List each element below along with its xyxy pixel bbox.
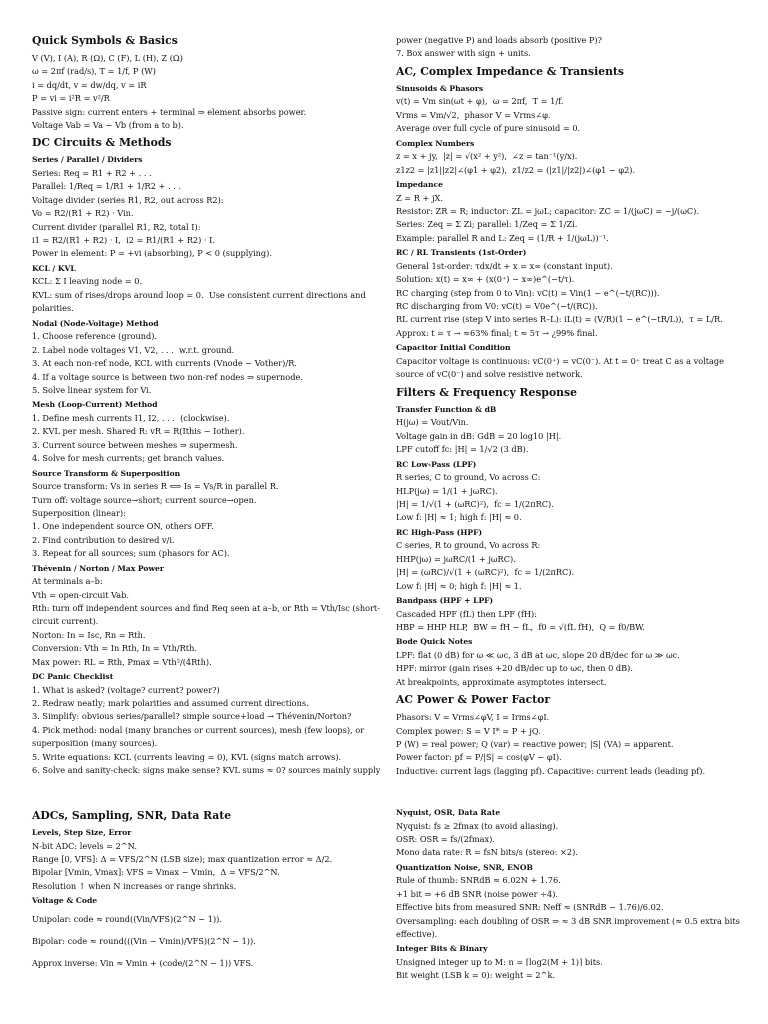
text-line: Series: Zeq = Σ Zi; parallel: 1/Zeq = Σ 1/Zi. xyxy=(396,219,578,230)
text-line: Effective bits from measured SNR: Neff ≈ (SNRdB − 1.76)/6.02. xyxy=(396,902,664,913)
list-item: 1. What is asked? (voltage? current? power?) xyxy=(32,684,220,695)
list-item: 1. Choose reference (ground). xyxy=(32,331,158,342)
text-line: Resolution ↑ when N increases or range shrinks. xyxy=(32,880,237,891)
section-title-ac: AC, Complex Impedance & Transients xyxy=(396,64,624,78)
section-title-dc-circuits: DC Circuits & Methods xyxy=(32,136,172,150)
subheading-lpf: RC Low-Pass (LPF) xyxy=(396,459,477,469)
list-item: 2. Label node voltages V1, V2, . . . w.r.t. ground. xyxy=(32,344,235,355)
text-line: LPF cutoff fc: |H| = 1/√2 (3 dB). xyxy=(396,444,529,455)
text-line: Vth = open-circuit Vab. xyxy=(32,589,129,600)
text-line: Bit weight (LSB k = 0): weight = 2^k. xyxy=(396,970,556,981)
text-line: Mono data rate: R = fsN bits/s (stereo: ×2). xyxy=(396,847,578,858)
left-top-column xyxy=(32,30,384,777)
subheading-mesh: Mesh (Loop-Current) Method xyxy=(32,400,158,410)
text-line: Inductive: current lags (lagging pf). Capacitive: current leads (leading pf). xyxy=(396,765,706,776)
text-line: OSR: OSR = fs/(2fmax). xyxy=(396,834,495,844)
section-title-quick-symbols: Quick Symbols & Basics xyxy=(32,34,178,47)
list-item: 5. Write equations: KCL (currents leaving = 0), KVL (signs match arrows). xyxy=(32,751,342,762)
text-line: Voltage Vab = Va − Vb (from a to b). xyxy=(32,120,184,131)
text-line: C series, R to ground, Vo across R: xyxy=(396,540,541,551)
text-line: Range [0, VFS]: Δ = VFS/2^N (LSB size); max quantization error ≈ Δ/2. xyxy=(32,854,333,864)
text-line: V (V), I (A), R (Ω), C (F), L (H), Z (Ω) xyxy=(32,53,183,63)
list-item: 6. Solve and sanity-check: signs make sense? KVL sums ≈ 0? sources mainly supply xyxy=(32,765,381,776)
text-line: Rth: turn off independent sources and find Req seen at a–b, or Rth = Vth/Isc (short-circuit current). xyxy=(32,602,380,627)
text-line: i = dq/dt, v = dw/dq, v = iR xyxy=(32,79,147,90)
subheading-kcl-kvl: KCL / KVL xyxy=(32,263,76,273)
text-line: Vo = R2/(R1 + R2) · Vin. xyxy=(32,208,134,219)
text-line: KVL: sum of rises/drops around loop = 0. Use consistent current directions and polarities. xyxy=(32,289,369,314)
text-line: Low f: |H| ≈ 1; high f: |H| ≈ 0. xyxy=(396,512,522,523)
text-line: Conversion: Vth = In Rth, In = Vth/Rth. xyxy=(32,643,197,654)
text-line: Resistor: ZR = R; inductor: ZL = jωL; capacitor: ZC = 1/(jωC) = −j/(ωC). xyxy=(396,206,699,217)
text-line: Power in element: P = +vi (absorbing), P < 0 (supplying). xyxy=(32,248,272,259)
subheading-quantization-noise: Quantization Noise, SNR, ENOB xyxy=(396,862,533,872)
text-line: HPF: mirror (gain rises +20 dB/dec up to ωc, then 0 dB). xyxy=(396,663,633,674)
text-line: Z = R + jX. xyxy=(396,192,443,203)
text-line: Passive sign: current enters + terminal ⇒ element absorbs power. xyxy=(32,106,307,117)
list-item: 3. Repeat for all sources; sum (phasors for AC). xyxy=(32,548,230,559)
subheading-levels: Levels, Step Size, Error xyxy=(32,828,132,837)
text-line: P = vi = i²R = v²/R xyxy=(32,93,110,104)
subheading-capacitor-ic: Capacitor Initial Condition xyxy=(396,343,511,353)
text-line: +1 bit ⇒ +6 dB SNR (noise power ÷4). xyxy=(396,888,559,899)
list-item: 2. KVL per mesh. Shared R: vR = R(Ithis − Iother). xyxy=(32,426,245,437)
section-title-adc: ADCs, Sampling, SNR, Data Rate xyxy=(32,809,232,822)
text-line: H(jω) = Vout/Vin. xyxy=(396,417,469,428)
text-line: Oversampling: each doubling of OSR ⇒ ≈ 3 dB SNR improvement (≈ 0.5 extra bits effective). xyxy=(396,915,743,940)
text-line: HLP(jω) = 1/(1 + jωRC). xyxy=(396,485,498,496)
text-line: HBP = HHP HLP, BW = fH − fL, f0 = √(fL fH), Q = f0/BW. xyxy=(396,621,645,632)
list-item: 2. Find contribution to desired v/i. xyxy=(32,534,175,545)
right-bottom-column xyxy=(396,805,748,983)
text-line: Approx inverse: Vin ≈ Vmin + (code/(2^N − 1)) VFS. xyxy=(32,957,254,968)
text-line: Cascaded HPF (fL) then LPF (fH): xyxy=(396,608,537,619)
text-line: ω = 2πf (rad/s), T = 1/f, P (W) xyxy=(32,66,156,77)
text-line: Solution: x(t) = x∞ + (x(0⁺) − x∞)e^(−t/τ). xyxy=(396,274,575,285)
subheading-impedance: Impedance xyxy=(396,180,443,190)
text-line: Superposition (linear): xyxy=(32,507,126,518)
list-item: 2. Redraw neatly; mark polarities and assumed current directions. xyxy=(32,698,309,708)
subheading-voltage-code: Voltage & Code xyxy=(32,896,98,906)
text-line: Voltage divider (series R1, R2, out across R2): xyxy=(32,194,224,205)
text-line: i1 = R2/(R1 + R2) · I, i2 = R1/(R1 + R2) · I. xyxy=(32,235,215,246)
text-line: Low f: |H| ≈ 0; high f: |H| ≈ 1. xyxy=(396,580,522,591)
text-line: Parallel: 1/Req = 1/R1 + 1/R2 + . . . xyxy=(32,181,181,192)
text-line: |H| = (ωRC)/√(1 + (ωRC)²), fc = 1/(2πRC). xyxy=(396,567,575,578)
subheading-nyquist: Nyquist, OSR, Data Rate xyxy=(396,808,501,817)
section-title-filters: Filters & Frequency Response xyxy=(396,385,577,399)
text-line: N-bit ADC: levels = 2^N. xyxy=(32,840,137,851)
list-item: 4. Pick method: nodal (many branches or current sources), mesh (few loops), or superposition (many sources). xyxy=(32,724,367,749)
subheading-sinusoids: Sinusoids & Phasors xyxy=(396,83,484,93)
text-line: At breakpoints, approximate asymptotes intersect. xyxy=(396,676,607,687)
text-line: Source transform: Vs in series R ⟺ Is = Vs/R in parallel R. xyxy=(32,481,279,492)
text-line: Power factor: pf = P/|S| = cos(φV − φI). xyxy=(396,752,562,763)
text-line: Voltage gain in dB: GdB = 20 log10 |H|. xyxy=(396,430,562,441)
subheading-transfer-function: Transfer Function & dB xyxy=(396,404,497,414)
text-line: Phasors: V = Vrms∠φV, I = Irms∠φI. xyxy=(396,712,550,723)
list-item: 1. One independent source ON, others OFF. xyxy=(32,521,214,532)
subheading-nodal: Nodal (Node-Voltage) Method xyxy=(32,318,159,328)
text-line: Capacitor voltage is continuous: vC(0⁺) = vC(0⁻). At t = 0⁺ treat C as a voltage source of vC(0⁻) and solve resistive network. xyxy=(396,355,727,380)
list-item: 3. Current source between meshes ⇒ supermesh. xyxy=(32,439,238,450)
text-line: Turn off: voltage source→short; current source→open. xyxy=(32,494,257,505)
text-line: KCL: Σ I leaving node = 0. xyxy=(32,276,143,287)
text-line: z1z2 = |z1||z2|∠(φ1 + φ2), z1/z2 = (|z1|/|z2|)∠(φ1 − φ2). xyxy=(396,164,636,175)
text-line: Series: Req = R1 + R2 + . . . xyxy=(32,168,152,179)
text-line: Unsigned integer up to M: n = ⌈log2(M + 1)⌉ bits. xyxy=(396,957,603,968)
text-line: Vrms = Vm/√2, phasor V = Vrms∠φ. xyxy=(396,109,551,120)
list-item: 4. Solve for mesh currents; get branch values. xyxy=(32,453,225,464)
text-line: Nyquist: fs ≥ 2fmax (to avoid aliasing). xyxy=(396,820,559,831)
subheading-source-transform: Source Transform & Superposition xyxy=(32,468,181,478)
section-title-ac-power: AC Power & Power Factor xyxy=(396,693,551,707)
subheading-thevenin: Thévenin / Norton / Max Power xyxy=(32,563,164,573)
text-line: LPF: flat (0 dB) for ω ≪ ωc, 3 dB at ωc, slope 20 dB/dec for ω ≫ ωc. xyxy=(396,649,680,660)
subheading-series-parallel: Series / Parallel / Dividers xyxy=(32,155,143,165)
right-top-column xyxy=(396,34,748,778)
text-line: z = x + jy, |z| = √(x² + y²), ∠z = tan⁻¹(y/x). xyxy=(396,151,578,162)
subheading-bandpass: Bandpass (HPF + LPF) xyxy=(396,595,494,605)
left-bottom-column xyxy=(32,805,384,974)
text-line: Example: parallel R and L: Zeq = (1/R + 1/(jωL))⁻¹. xyxy=(396,232,609,243)
text-line: RC discharging from V0: vC(t) = V0e^(−t/(RC)). xyxy=(396,301,598,312)
list-item: 3. Simplify: obvious series/parallel? simple source+load → Thévenin/Norton? xyxy=(32,711,352,722)
text-line: RL current rise (step V into series R–L): iL(t) = (V/R)(1 − e^(−tR/L)), τ = L/R. xyxy=(396,314,723,325)
text-line: HHP(jω) = jωRC/(1 + jωRC). xyxy=(396,553,516,564)
text-line: P (W) = real power; Q (var) = reactive power; |S| (VA) = apparent. xyxy=(396,738,674,749)
subheading-bode: Bode Quick Notes xyxy=(396,637,473,647)
subheading-rc-transients: RC / RL Transients (1st-Order) xyxy=(396,248,527,258)
subheading-hpf: RC High-Pass (HPF) xyxy=(396,527,483,537)
text-line: Norton: In = Isc, Rn = Rth. xyxy=(32,629,146,640)
text-line: Average over full cycle of pure sinusoid = 0. xyxy=(396,123,581,134)
text-line: General 1st-order: τdx/dt + x = x∞ (constant input). xyxy=(396,260,613,271)
text-line: R series, C to ground, Vo across C: xyxy=(396,472,541,483)
text-line: Complex power: S = V I* = P + jQ. xyxy=(396,725,541,736)
list-item: 3. At each non-ref node, KCL with currents (Vnode − Vother)/R. xyxy=(32,358,297,369)
text-line: RC charging (step from 0 to Vin): vC(t) = Vin(1 − e^(−t/(RC))). xyxy=(396,287,660,298)
text-line: Max power: RL = Rth, Pmax = Vth²/(4Rth). xyxy=(32,656,212,667)
subheading-complex: Complex Numbers xyxy=(396,138,475,148)
list-item: 4. If a voltage source is between two non-ref nodes ⇒ supernode. xyxy=(32,371,303,382)
text-line: At terminals a–b: xyxy=(32,576,103,587)
text-line: power (negative P) and loads absorb (positive P)? xyxy=(396,35,603,45)
text-line: Current divider (parallel R1, R2, total I): xyxy=(32,221,201,232)
text-line: Bipolar: code ≈ round(((Vin − Vmin)/VFS)(2^N − 1)). xyxy=(32,935,256,946)
list-item: 5. Solve linear system for Vi. xyxy=(32,384,152,395)
text-line: Unipolar: code ≈ round((Vin/VFS)(2^N − 1)). xyxy=(32,913,222,924)
text-line: 7. Box answer with sign + units. xyxy=(396,48,531,59)
text-line: |H| = 1/√(1 + (ωRC)²), fc = 1/(2πRC). xyxy=(396,498,554,509)
subheading-panic-checklist: DC Panic Checklist xyxy=(32,672,114,681)
text-line: Bipolar [Vmin, Vmax]: VFS = Vmax − Vmin, Δ = VFS/2^N. xyxy=(32,867,280,878)
list-item: 1. Define mesh currents I1, I2, . . . (clockwise). xyxy=(32,412,230,423)
subheading-integer-bits: Integer Bits & Binary xyxy=(396,944,488,954)
text-line: Rule of thumb: SNRdB ≈ 6.02N + 1.76. xyxy=(396,875,561,886)
text-line: Approx: t = τ → ≈63% final; t ≈ 5τ → ¿99% final. xyxy=(396,327,598,338)
text-line: v(t) = Vm sin(ωt + φ), ω = 2πf, T = 1/f. xyxy=(396,96,564,107)
